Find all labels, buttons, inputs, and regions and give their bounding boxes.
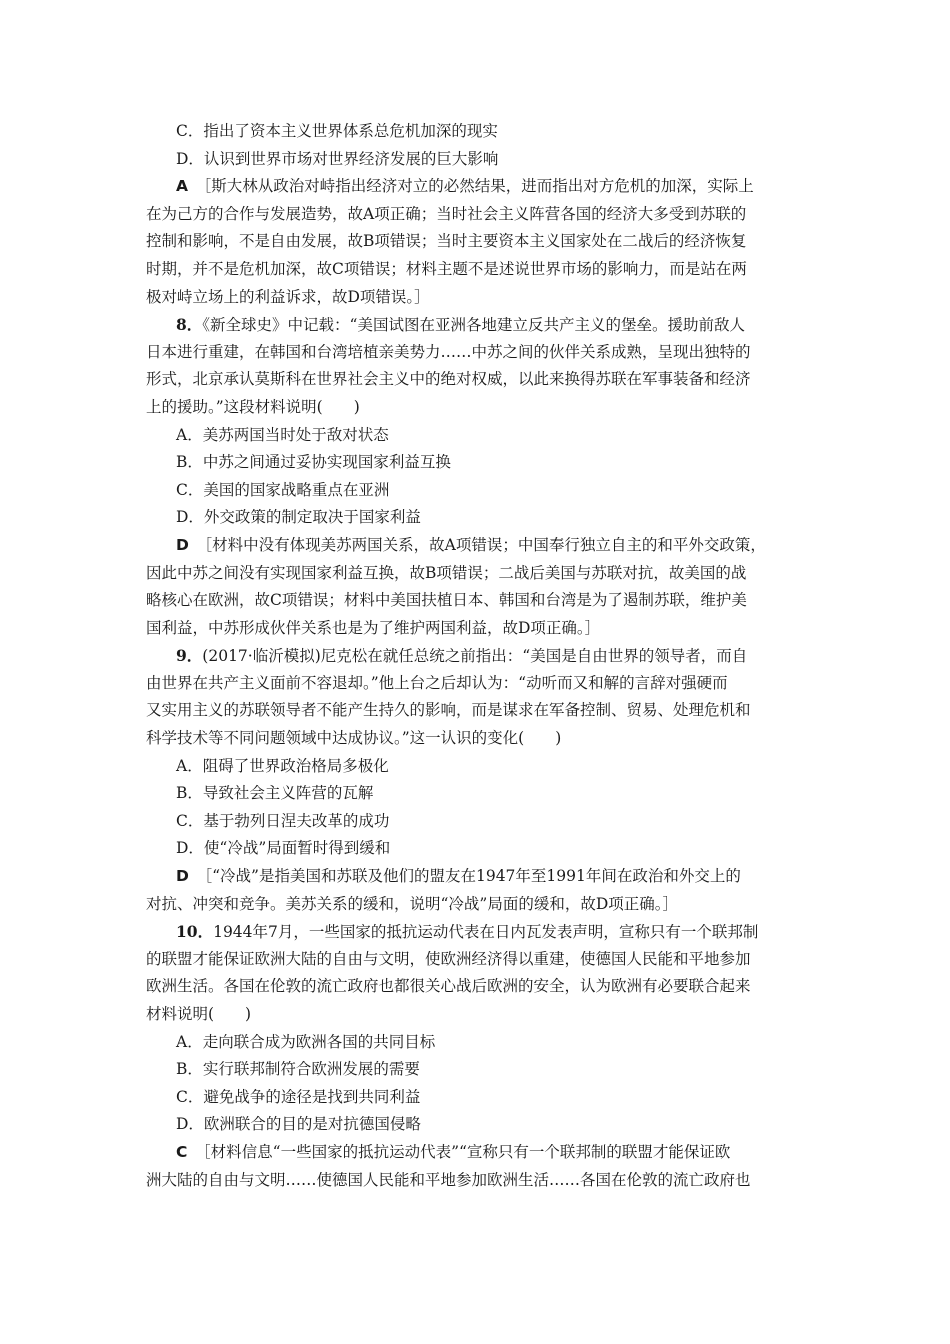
text-line — [146, 1056, 808, 1084]
line-text: 在为己方的合作与发展造势，故A项正确；当时社会主义阵营各国的经济大多受到苏联的 — [146, 204, 747, 223]
answer-key: A — [176, 177, 188, 196]
text-line — [146, 1111, 808, 1139]
text-line — [146, 394, 808, 422]
line-text: ［斯大林从政治对峙指出经济对立的必然结果，进而指出对方危机的加深，实际上 — [195, 177, 754, 196]
text-line — [146, 753, 808, 781]
line-text: C．避免战争的途径是找到共同利益 — [176, 1087, 421, 1106]
line-text: 材料说明( ) — [146, 1005, 252, 1023]
answer-line — [146, 173, 808, 201]
text-line — [146, 146, 808, 174]
line-text: D．外交政策的制定取决于国家利益 — [176, 508, 421, 527]
answer-key: D — [176, 867, 189, 886]
question-line — [146, 642, 808, 670]
text-line — [146, 891, 808, 919]
text-line — [146, 477, 808, 505]
line-text: C．基于勃列日涅夫改革的成功 — [176, 811, 390, 830]
text-line — [146, 946, 808, 974]
line-text: ［材料中没有体现美苏两国关系，故A项错误；中国奉行独立自主的和平外交政策， — [196, 535, 766, 554]
text-line — [146, 504, 808, 532]
text-line — [146, 560, 808, 588]
line-text: 上的援助。”这段材料说明( ) — [146, 397, 360, 416]
text-line — [146, 339, 808, 367]
text-line — [146, 725, 808, 753]
line-text: (2017·临沂模拟)尼克松在就任总统之前指出：“美国是自由世界的领导者，而自 — [202, 647, 748, 666]
line-text: C．美国的国家战略重点在亚洲 — [176, 480, 390, 499]
line-text: D．使“冷战”局面暂时得到缓和 — [176, 839, 391, 858]
question-number: 10． — [176, 922, 214, 942]
line-text: 的联盟才能保证欧洲大陆的自由与文明，使欧洲经济得以重建，使德国人民能和平地参加 — [146, 949, 751, 968]
line-text: A．走向联合成为欧洲各国的共同目标 — [176, 1032, 436, 1051]
question-number: 8． — [176, 315, 203, 335]
line-text: A．美苏两国当时处于敌对状态 — [176, 425, 389, 444]
text-line — [146, 366, 808, 394]
text-line — [146, 780, 808, 808]
text-line — [146, 284, 808, 312]
line-text: ［“冷战”是指美国和苏联及他们的盟友在1947年至1991年间在政治和外交上的 — [196, 867, 741, 886]
line-text: 形式，北京承认莫斯科在世界社会主义中的绝对权威，以此来换得苏联在军事装备和经济 — [146, 370, 751, 389]
question-line — [146, 918, 808, 946]
line-text: ［材料信息“一些国家的抵抗运动代表”“宣称只有一个联邦制的联盟才能保证欧 — [195, 1142, 731, 1161]
line-text: 极对峙立场上的利益诉求，故D项错误。］ — [146, 287, 430, 306]
text-line — [146, 118, 808, 146]
text-line — [146, 1167, 808, 1195]
line-text: 略核心在欧洲，故C项错误；材料中美国扶植日本、韩国和台湾是为了遏制苏联，维护美 — [146, 591, 747, 610]
question-number: 9． — [176, 646, 203, 666]
text-line — [146, 256, 808, 284]
answer-line — [146, 863, 808, 891]
line-text: 由世界在共产主义面前不容退却。”他上台之后却认为：“动听而又和解的言辞对强硬而 — [146, 673, 728, 692]
line-text: D．欧洲联合的目的是对抗德国侵略 — [176, 1115, 421, 1134]
text-line — [146, 835, 808, 863]
text-line — [146, 587, 808, 615]
line-text: 科学技术等不同问题领域中达成协议。”这一认识的变化( ) — [146, 729, 562, 748]
line-text: 对抗、冲突和竞争。美苏关系的缓和，说明“冷战”局面的缓和，故D项正确。］ — [146, 894, 679, 913]
text-line — [146, 201, 808, 229]
line-text: 日本进行重建，在韩国和台湾培植亲美势力……中苏之间的伙伴关系成熟，呈现出独特的 — [146, 342, 751, 361]
line-text: 因此中苏之间没有实现国家利益互换，故B项错误；二战后美国与苏联对抗，故美国的战 — [146, 563, 747, 582]
text-line — [146, 228, 808, 256]
text-line — [146, 1029, 808, 1057]
line-text: B．导致社会主义阵营的瓦解 — [176, 784, 374, 803]
text-line — [146, 1001, 808, 1029]
line-text: C．指出了资本主义世界体系总危机加深的现实 — [176, 122, 498, 140]
text-line — [146, 973, 808, 1001]
line-text: 洲大陆的自由与文明……使德国人民能和平地参加欧洲生活……各国在伦敦的流亡政府也 — [146, 1170, 751, 1189]
line-text: 时期，并不是危机加深，故C项错误；材料主题不是述说世界市场的影响力，而是站在两 — [146, 259, 747, 278]
line-text: B．实行联邦制符合欧洲发展的需要 — [176, 1060, 420, 1079]
line-text: B．中苏之间通过妥协实现国家利益互换 — [176, 453, 451, 472]
line-text: D．认识到世界市场对世界经济发展的巨大影响 — [176, 149, 499, 168]
question-line — [146, 311, 808, 339]
line-text: 国利益，中苏形成伙伴关系也是为了维护两国利益，故D项正确。］ — [146, 618, 601, 637]
answer-key: C — [176, 1142, 188, 1161]
text-line — [146, 449, 808, 477]
text-line — [146, 422, 808, 450]
line-text: 控制和影响，不是自由发展，故B项错误；当时主要资本主义国家处在二战后的经济恢复 — [146, 232, 747, 251]
line-text: A．阻碍了世界政治格局多极化 — [176, 756, 389, 775]
text-line — [146, 1084, 808, 1112]
text-line — [146, 808, 808, 836]
answer-key: D — [176, 535, 189, 554]
text-line — [146, 670, 808, 698]
document-page — [146, 118, 808, 1194]
answer-line — [146, 1139, 808, 1167]
line-text: 又实用主义的苏联领导者不能产生持久的影响，而是谋求在军备控制、贸易、处理危机和 — [146, 701, 751, 720]
line-text: 欧洲生活。各国在伦敦的流亡政府也都很关心战后欧洲的安全，认为欧洲有必要联合起来 — [146, 977, 751, 996]
line-text: 1944年7月，一些国家的抵抗运动代表在日内瓦发表声明，宣称只有一个联邦制 — [213, 923, 759, 942]
answer-line — [146, 532, 808, 560]
text-line — [146, 697, 808, 725]
text-line — [146, 615, 808, 643]
line-text: 《新全球史》中记载：“美国试图在亚洲各地建立反共产主义的堡垒。援助前敌人 — [202, 316, 745, 335]
